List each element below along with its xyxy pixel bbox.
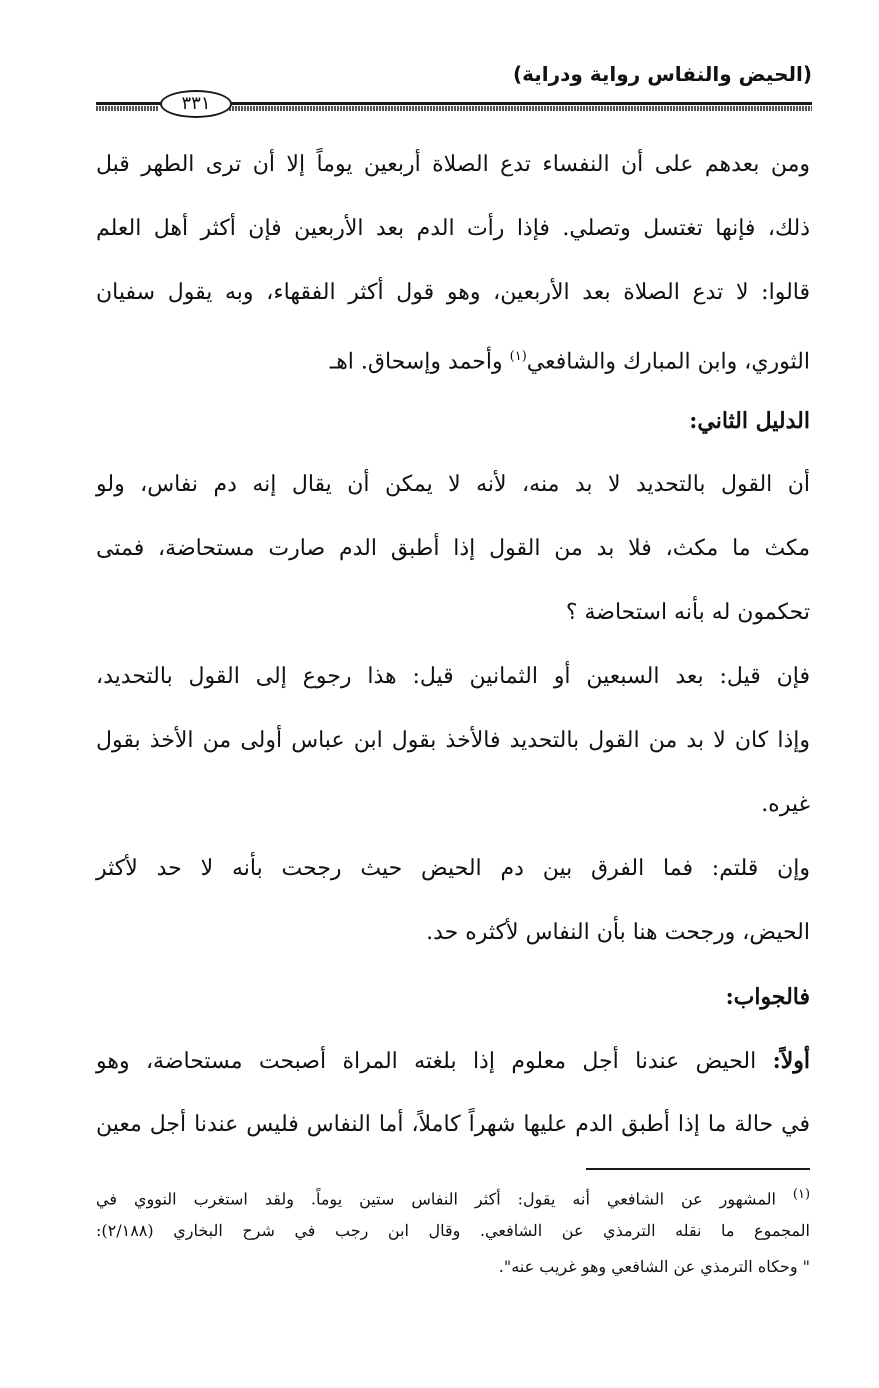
enumeration-label: أولاً: (772, 1048, 810, 1074)
header-hatch-rule (226, 106, 812, 111)
text-line (96, 1046, 810, 1076)
text-line: في حالة ما إذا أطبق الدم عليها شهراً كاملاً، أما النفاس فليس عندنا أجل معين (96, 1112, 810, 1137)
footnote-reference: (١) (509, 349, 527, 364)
text-line: فإن قيل: بعد السبعين أو الثمانين قيل: هذا رجوع إلى القول بالتحديد، (96, 664, 810, 689)
text-fragment: وأحمد وإسحاق. اهـ (329, 349, 510, 375)
section-heading: الدليل الثاني: (689, 408, 810, 434)
text-line: ومن بعدهم على أن النفساء تدع الصلاة أربعين يوماً إلا أن ترى الطهر قبل (96, 152, 810, 177)
footnote-line: المجموع ما نقله الترمذي عن الشافعي. وقال ابن رجب في شرح البخاري (٢/١٨٨): (96, 1221, 810, 1240)
text-line: غيره. (761, 792, 810, 817)
text-line: وإن قلتم: فما الفرق بين دم الحيض حيث رجحت بأنه لا حد لأكثر (96, 856, 810, 881)
section-heading: فالجواب: (725, 984, 810, 1010)
text-line: أن القول بالتحديد لا بد منه، لأنه لا يمكن أن يقال إنه دم نفاس، ولو (96, 472, 810, 497)
footnote-line: " وحكاه الترمذي عن الشافعي وهو غريب عنه". (498, 1257, 810, 1276)
text-line: الحيض، ورجحت هنا بأن النفاس لأكثره حد. (426, 920, 810, 945)
page-header (96, 62, 812, 112)
page-number: ٣٣١ (160, 90, 232, 118)
text-line: وإذا كان لا بد من القول بالتحديد فالأخذ بقول ابن عباس أولى من الأخذ بقول (96, 728, 810, 753)
main-text (96, 150, 810, 1174)
text-line: مكث ما مكث، فلا بد من القول إذا أطبق الدم صارت مستحاضة، فمتى (96, 536, 810, 561)
footnote-separator (586, 1168, 810, 1170)
text-line: قالوا: لا تدع الصلاة بعد الأربعين، وهو قول أكثر الفقهاء، وبه يقول سفيان (96, 280, 810, 305)
running-title: (الحيض والنفاس رواية ودراية) (512, 62, 812, 86)
text-line (96, 342, 810, 375)
footnote-line (96, 1182, 810, 1208)
header-hatch-rule-left (96, 106, 158, 111)
footnotes (96, 1182, 810, 1290)
text-fragment: الثوري، وابن المبارك والشافعي (526, 349, 810, 375)
text-fragment: الحيض عندنا أجل معلوم إذا بلغته المراة أصبحت مستحاضة، وهو (96, 1049, 773, 1074)
text-line: ذلك، فإنها تغتسل وتصلي. فإذا رأت الدم بعد الأربعين فإن أكثر أهل العلم (96, 216, 810, 241)
text-fragment: المشهور عن الشافعي أنه يقول: أكثر النفاس ستين يوماً. ولقد استغرب النووي في (96, 1189, 793, 1209)
text-line: تحكمون له بأنه استحاضة ؟ (565, 600, 810, 625)
footnote-marker: (١) (792, 1187, 811, 1202)
